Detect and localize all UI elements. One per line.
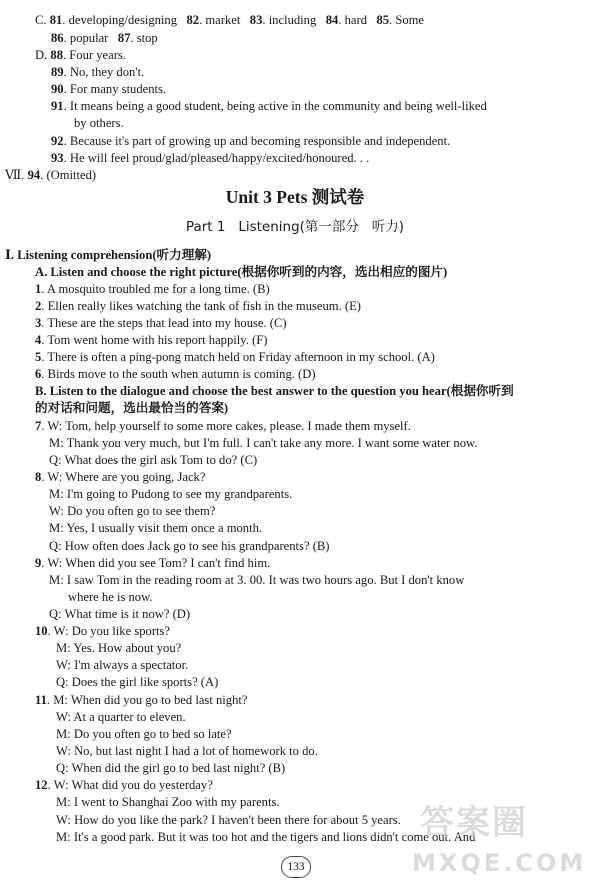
- text-line: 9. W: When did you see Tom? I can't find him.: [35, 556, 271, 570]
- text-line: 86. popular 87. stop: [51, 31, 158, 45]
- text-line: 12. W: What did you do yesterday?: [35, 778, 213, 792]
- text-line: W: How do you like the park? I haven't been there for about 5 years.: [56, 813, 401, 827]
- text-line: M: I'm going to Pudong to see my grandparents.: [49, 487, 293, 501]
- text-line: 91. It means being a good student, being active in the community and being well-liked: [51, 99, 487, 113]
- text-line: M: Yes, I usually visit them once a month.: [49, 521, 263, 535]
- text-line: 7. W: Tom, help yourself to some more cakes, please. I made them myself.: [35, 419, 411, 433]
- text-line: where he is now.: [68, 590, 153, 604]
- text-line: M: I saw Tom in the reading room at 3. 00. It was two hours ago. But I don't know: [49, 573, 465, 587]
- text-line: B. Listen to the dialogue and choose the best answer to the question you hear(根据你听到: [35, 384, 514, 398]
- text-line: W: I'm always a spectator.: [56, 658, 189, 672]
- text-line: 8. W: Where are you going, Jack?: [35, 470, 206, 484]
- text-line: 92. Because it's part of growing up and becoming responsible and independent.: [51, 134, 451, 148]
- text-line: Q: What does the girl ask Tom to do? (C): [49, 453, 258, 467]
- text-line: Ⅰ. Listening comprehension(听力理解): [5, 248, 212, 262]
- text-line: 90. For many students.: [51, 82, 167, 96]
- text-line: W: At a quarter to eleven.: [56, 710, 186, 724]
- text-line: Ⅶ. 94. (Omitted): [5, 168, 97, 182]
- text-line: 1. A mosquito troubled me for a long time. (B): [35, 282, 270, 296]
- text-line: 4. Tom went home with his report happily. (F): [35, 333, 268, 347]
- text-line: M: I went to Shanghai Zoo with my parents.: [56, 795, 280, 809]
- text-line: W: Do you often go to see them?: [49, 504, 216, 518]
- watermark-text-top: 答案圈: [420, 803, 528, 843]
- text-line: M: Thank you very much, but I'm full. I can't take any more. I want some water now.: [49, 436, 478, 450]
- text-line: 2. Ellen really likes watching the tank of fish in the museum. (E): [35, 299, 361, 313]
- text-line: 10. W: Do you like sports?: [35, 624, 171, 638]
- text-line: 93. He will feel proud/glad/pleased/happy/excited/honoured. . .: [51, 151, 370, 165]
- text-line: 6. Birds move to the south when autumn is coming. (D): [35, 367, 316, 381]
- text-line: W: No, but last night I had a lot of homework to do.: [56, 744, 318, 758]
- page-number: 133: [281, 856, 311, 878]
- unit-title: Unit 3 Pets 测试卷: [225, 187, 365, 207]
- text-line: by others.: [74, 116, 124, 130]
- text-line: 5. There is often a ping-pong match held on Friday afternoon in my school. (A): [35, 350, 435, 364]
- text-line: Q: What time is it now? (D): [49, 607, 191, 621]
- text-line: 的对话和问题，选出最恰当的答案): [35, 401, 229, 415]
- text-line: A. Listen and choose the right picture(根据你听到的内容，选出相应的图片): [35, 265, 448, 279]
- text-line: 11. M: When did you go to bed last night?: [35, 693, 248, 707]
- watermark-text-bottom: MXQE.COM: [412, 849, 587, 877]
- text-line: Q: How often does Jack go to see his grandparents? (B): [49, 539, 330, 553]
- text-line: Q: Does the girl like sports? (A): [56, 675, 219, 689]
- part-title: Part 1 Listening(第一部分 听力): [185, 219, 405, 235]
- text-line: M: Yes. How about you?: [56, 641, 182, 655]
- text-line: M: Do you often go to bed so late?: [56, 727, 232, 741]
- text-line: D. 88. Four years.: [35, 48, 126, 62]
- text-line: Q: When did the girl go to bed last night? (B): [56, 761, 286, 775]
- text-line: 3. These are the steps that lead into my house. (C): [35, 316, 287, 330]
- text-line: C. 81. developing/designing 82. market 83. including 84. hard 85. Some: [35, 13, 425, 27]
- text-line: M: It's a good park. But it was too hot and the tigers and lions didn't come out. And: [56, 830, 476, 844]
- text-line: 89. No, they don't.: [51, 65, 145, 79]
